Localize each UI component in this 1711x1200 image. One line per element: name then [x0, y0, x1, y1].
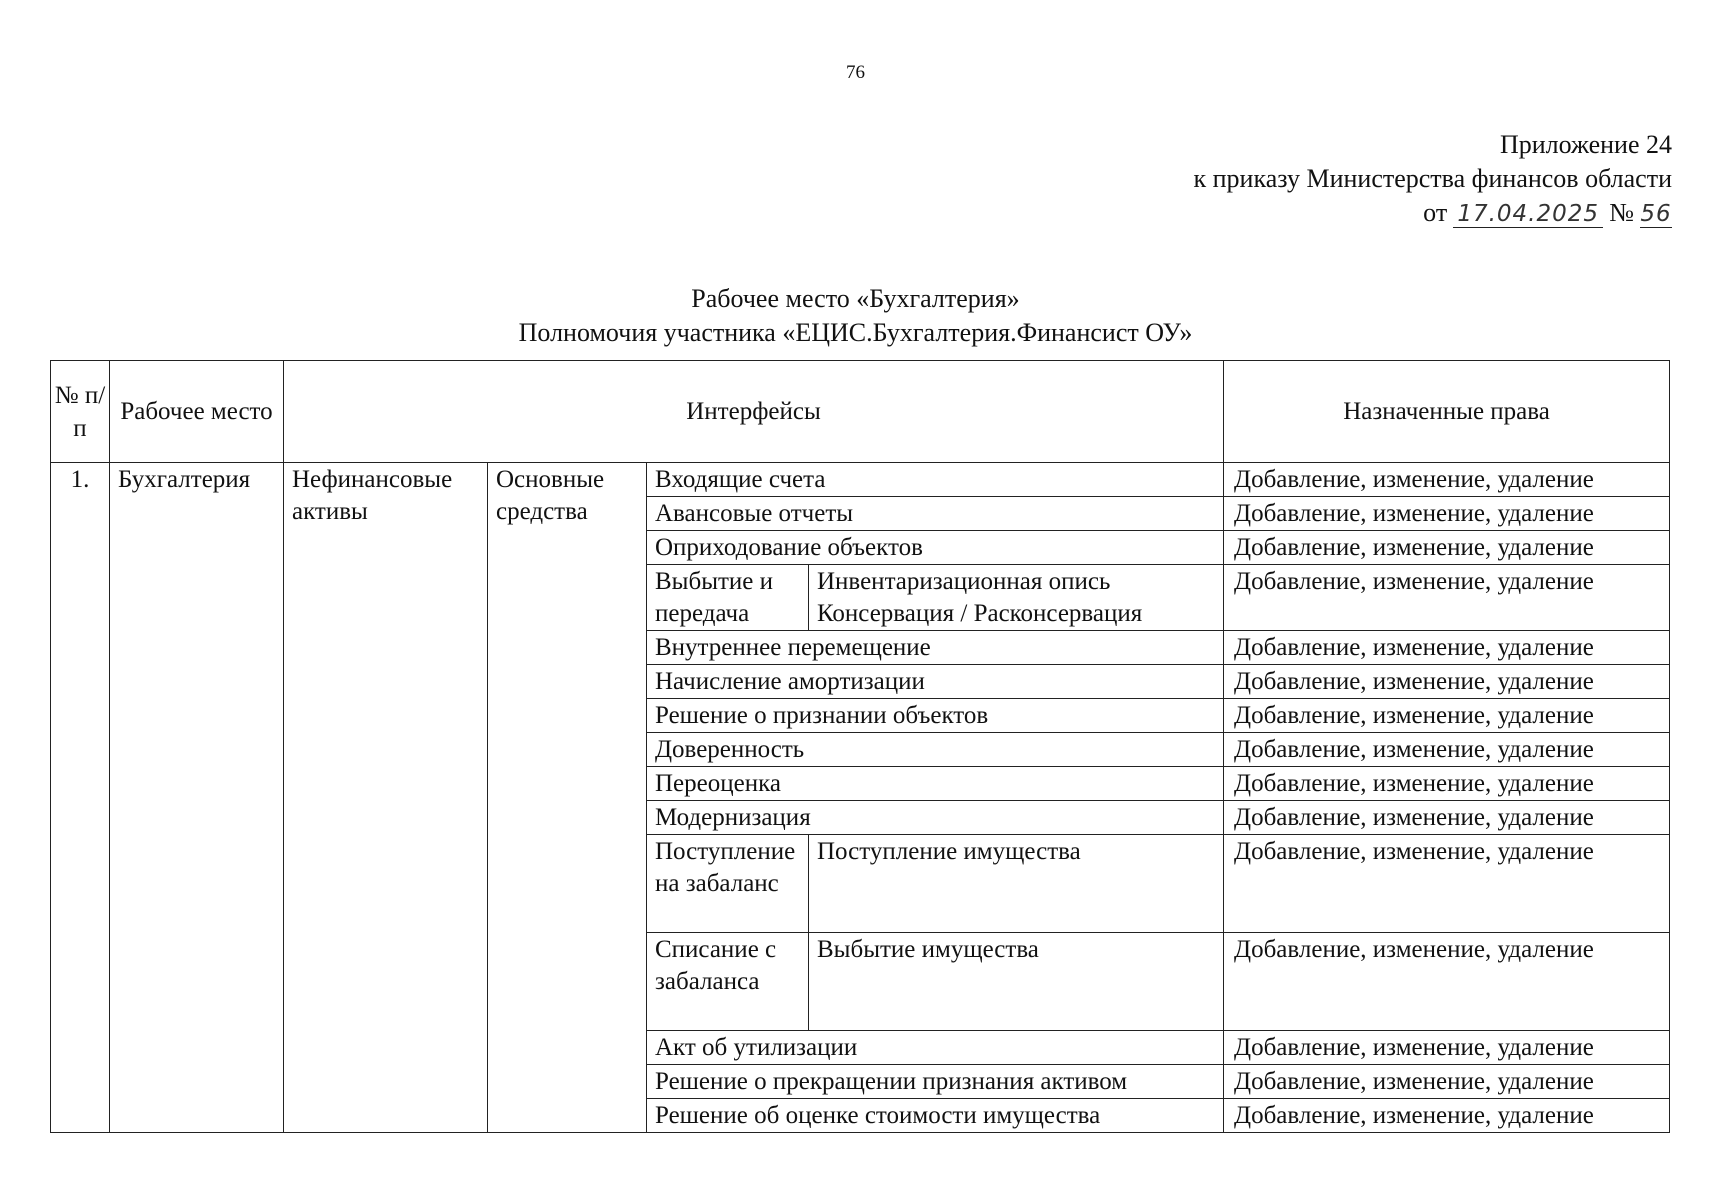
rights-cell: Добавление, изменение, удаление — [1224, 631, 1670, 665]
page-number: 76 — [846, 62, 865, 83]
title-permissions: Полномочия участника «ЕЦИС.Бухгалтерия.Финансист ОУ» — [518, 318, 1193, 347]
row-number: 1. — [51, 463, 110, 1133]
interface-item: Решение о прекращении признания активом — [647, 1065, 1224, 1099]
rights-cell: Добавление, изменение, удаление — [1224, 665, 1670, 699]
document-titles — [0, 282, 1711, 350]
interface-subitems — [809, 933, 1224, 1031]
rights-cell: Добавление, изменение, удаление — [1224, 463, 1670, 497]
header-workplace: Рабочее место — [110, 361, 284, 463]
interface-item: Модернизация — [647, 801, 1224, 835]
appendix-order: к приказу Министерства финансов области — [1193, 164, 1672, 193]
interface-item: Входящие счета — [647, 463, 1224, 497]
appendix-block — [1194, 128, 1673, 230]
rights-cell: Добавление, изменение, удаление — [1224, 1031, 1670, 1065]
rights-cell: Добавление, изменение, удаление — [1224, 699, 1670, 733]
interface-subitem: Выбытие имущества — [817, 936, 1039, 963]
interface-subitem: Консервация / Расконсервация — [817, 600, 1143, 627]
rights-cell: Добавление, изменение, удаление — [1224, 733, 1670, 767]
appendix-date-line — [1194, 196, 1673, 230]
interface-item: Переоценка — [647, 767, 1224, 801]
interface-item: Акт об утилизации — [647, 1031, 1224, 1065]
table-row — [51, 463, 1670, 497]
interface-subitems — [809, 565, 1224, 631]
rights-cell: Добавление, изменение, удаление — [1224, 801, 1670, 835]
permissions-table — [50, 360, 1670, 1133]
from-label: от — [1423, 198, 1448, 227]
interface-item: Внутреннее перемещение — [647, 631, 1224, 665]
row-section: Нефинансовые активы — [284, 463, 488, 1133]
number-label: № — [1609, 198, 1634, 227]
row-workplace: Бухгалтерия — [110, 463, 284, 1133]
title-workplace: Рабочее место «Бухгалтерия» — [691, 284, 1020, 313]
header-num: № п/п — [51, 361, 110, 463]
interface-group: Списание с забаланса — [647, 933, 809, 1031]
rights-cell: Добавление, изменение, удаление — [1224, 933, 1670, 1031]
rights-cell: Добавление, изменение, удаление — [1224, 1099, 1670, 1133]
interface-item: Решение об оценке стоимости имущества — [647, 1099, 1224, 1133]
interface-item: Начисление амортизации — [647, 665, 1224, 699]
interface-item: Решение о признании объектов — [647, 699, 1224, 733]
rights-cell: Добавление, изменение, удаление — [1224, 531, 1670, 565]
rights-cell: Добавление, изменение, удаление — [1224, 497, 1670, 531]
interface-item: Авансовые отчеты — [647, 497, 1224, 531]
order-date: 17.04.2025 — [1453, 201, 1603, 228]
interface-group: Выбытие и передача — [647, 565, 809, 631]
rights-cell: Добавление, изменение, удаление — [1224, 1065, 1670, 1099]
interface-subitem: Инвентаризационная опись — [817, 568, 1111, 595]
interface-subitems — [809, 835, 1224, 933]
header-interfaces: Интерфейсы — [284, 361, 1224, 463]
row-subsection: Основные средства — [488, 463, 647, 1133]
table-header-row — [51, 361, 1670, 463]
interface-item: Оприходование объектов — [647, 531, 1224, 565]
interface-subitem: Поступление имущества — [817, 838, 1081, 865]
rights-cell: Добавление, изменение, удаление — [1224, 767, 1670, 801]
header-rights: Назначенные права — [1224, 361, 1670, 463]
appendix-title: Приложение 24 — [1499, 130, 1672, 159]
rights-cell: Добавление, изменение, удаление — [1224, 835, 1670, 933]
interface-group: Поступление на забаланс — [647, 835, 809, 933]
interface-item: Доверенность — [647, 733, 1224, 767]
rights-cell: Добавление, изменение, удаление — [1224, 565, 1670, 631]
order-number: 56 — [1640, 201, 1672, 227]
